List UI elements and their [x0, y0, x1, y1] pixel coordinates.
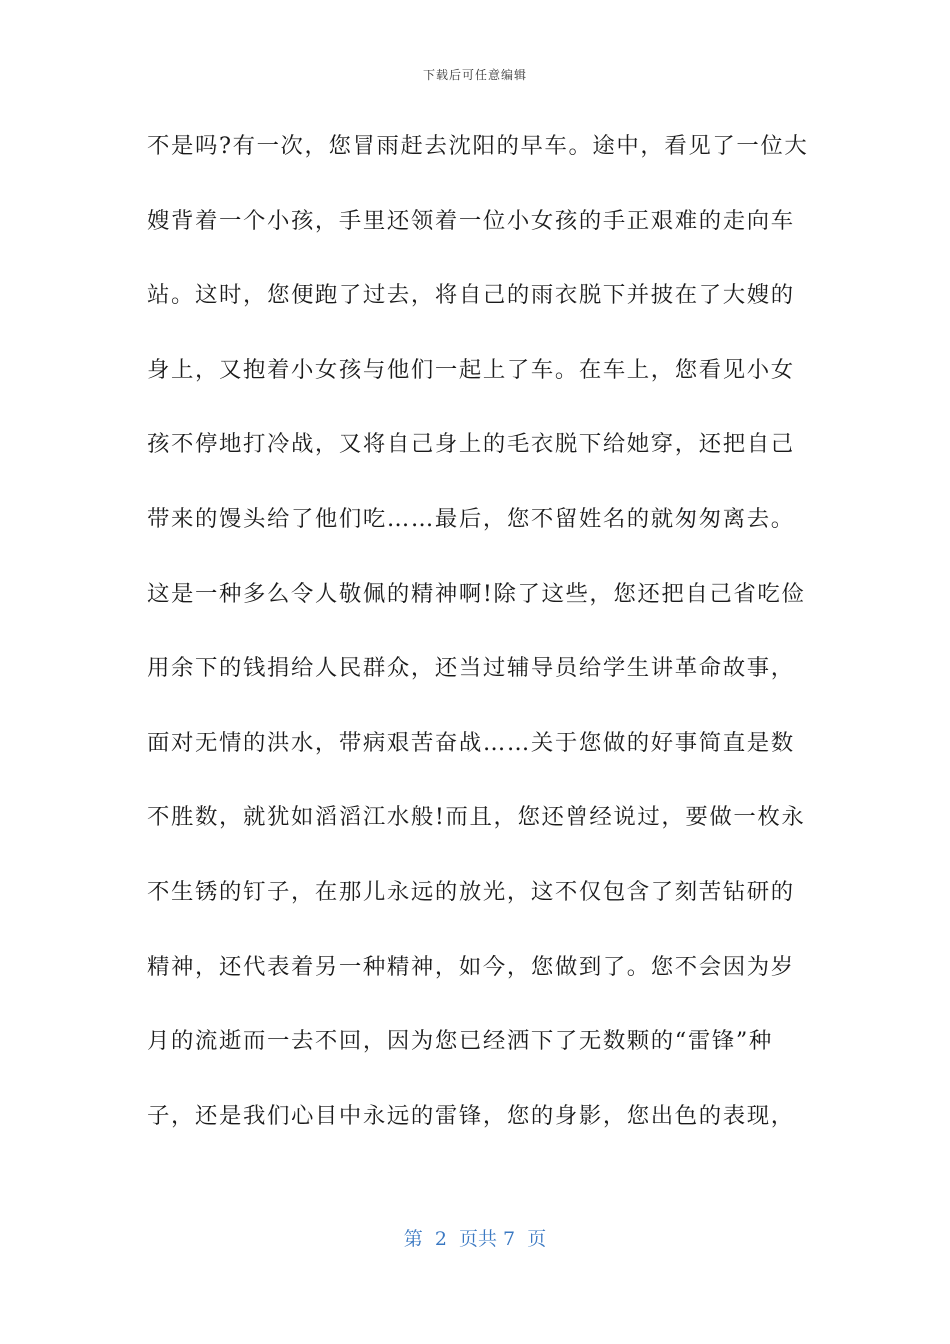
body-line-10: 不胜数，就犹如滔滔江水般!而且，您还曾经说过，要做一枚永 [147, 804, 806, 831]
body-line-9: 面对无情的洪水，带病艰苦奋战……关于您做的好事简直是数 [147, 729, 795, 756]
body-line-7: 这是一种多么令人敬佩的精神啊!除了这些，您还把自己省吃俭 [147, 580, 806, 607]
body-text [147, 124, 807, 1168]
page-header: 下载后可任意编辑 [422, 68, 527, 82]
page-number-footer: 第 2 页共 7 页 [403, 1228, 547, 1250]
body-line-2: 嫂背着一个小孩，手里还领着一位小女孩的手正艰难的走向车 [147, 207, 795, 234]
body-line-5: 孩不停地打冷战，又将自己身上的毛衣脱下给她穿，还把自己 [147, 431, 795, 458]
body-line-6: 带来的馒头给了他们吃……最后，您不留姓名的就匆匆离去。 [147, 505, 795, 532]
body-line-1: 不是吗?有一次，您冒雨赶去沈阳的早车。途中，看见了一位大 [147, 133, 809, 159]
body-line-11: 不生锈的钉子，在那儿永远的放光，这不仅包含了刻苦钻研的 [147, 878, 795, 905]
body-line-12: 精神，还代表着另一种精神，如今，您做到了。您不会因为岁 [147, 953, 795, 980]
body-line-3: 站。这时，您便跑了过去，将自己的雨衣脱下并披在了大嫂的 [147, 282, 795, 309]
body-line-14: 子，还是我们心目中永远的雷锋，您的身影，您出色的表现， [147, 1102, 795, 1129]
body-line-8: 用余下的钱捐给人民群众，还当过辅导员给学生讲革命故事， [147, 655, 795, 682]
body-line-4: 身上，又抱着小女孩与他们一起上了车。在车上，您看见小女 [147, 356, 795, 383]
body-line-13: 月的流逝而一去不回，因为您已经洒下了无数颗的“雷锋”种 [147, 1028, 773, 1055]
